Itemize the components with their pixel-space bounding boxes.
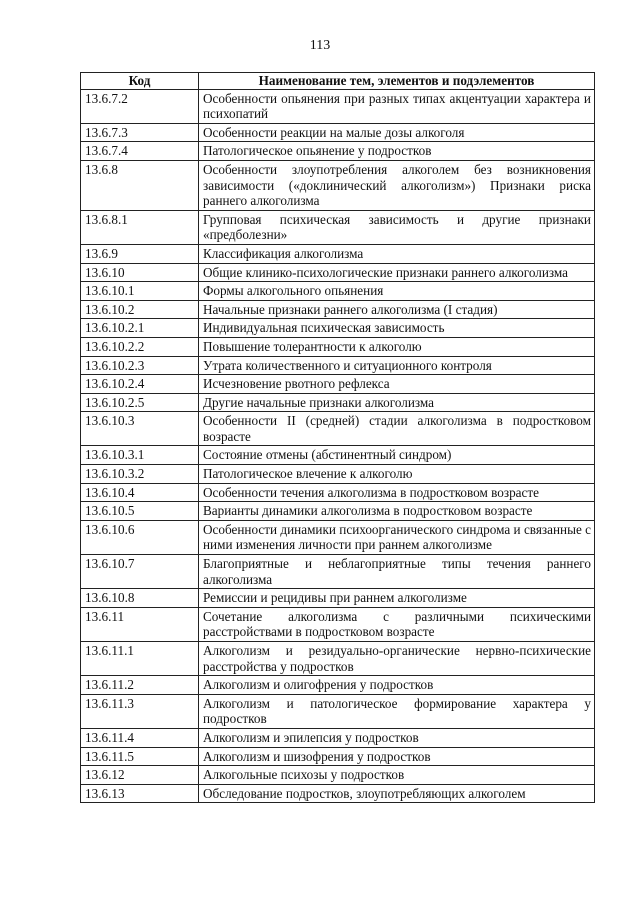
table-row bbox=[81, 263, 595, 282]
row-code: 13.6.10.8 bbox=[81, 589, 199, 608]
table-row bbox=[81, 766, 595, 785]
row-code: 13.6.10.7 bbox=[81, 555, 199, 589]
row-name: Другие начальные признаки алкоголизма bbox=[199, 393, 595, 412]
table-row bbox=[81, 412, 595, 446]
table-row bbox=[81, 607, 595, 641]
table-row bbox=[81, 123, 595, 142]
row-code: 13.6.10.5 bbox=[81, 502, 199, 521]
table-row bbox=[81, 520, 595, 554]
table-row bbox=[81, 89, 595, 123]
row-name: Ремиссии и рецидивы при раннем алкоголизме bbox=[199, 589, 595, 608]
row-code: 13.6.10.3.1 bbox=[81, 446, 199, 465]
row-name: Варианты динамики алкоголизма в подростковом возрасте bbox=[199, 502, 595, 521]
row-code: 13.6.11.3 bbox=[81, 694, 199, 728]
header-code: Код bbox=[81, 73, 199, 90]
row-code: 13.6.10.2.3 bbox=[81, 356, 199, 375]
row-name: Алкоголизм и резидуально-органические нервно-психические расстройства у подростков bbox=[199, 642, 595, 676]
row-name: Обследование подростков, злоупотребляющих алкоголем bbox=[199, 784, 595, 803]
row-code: 13.6.11.4 bbox=[81, 728, 199, 747]
row-name: Особенности опьянения при разных типах акцентуации характера и психопатий bbox=[199, 89, 595, 123]
table-row bbox=[81, 337, 595, 356]
row-name: Формы алкогольного опьянения bbox=[199, 282, 595, 301]
table-row bbox=[81, 589, 595, 608]
row-name: Общие клинико-психологические признаки раннего алкоголизма bbox=[199, 263, 595, 282]
row-code: 13.6.10.2.1 bbox=[81, 319, 199, 338]
row-name: Алкоголизм и шизофрения у подростков bbox=[199, 747, 595, 766]
table-row bbox=[81, 210, 595, 244]
row-name: Исчезновение рвотного рефлекса bbox=[199, 375, 595, 394]
table-row bbox=[81, 356, 595, 375]
table-header-row bbox=[81, 73, 595, 90]
table-row bbox=[81, 465, 595, 484]
table-body bbox=[81, 89, 595, 803]
row-name: Особенности течения алкоголизма в подростковом возрасте bbox=[199, 483, 595, 502]
row-name: Алкоголизм и патологическое формирование характера у подростков bbox=[199, 694, 595, 728]
row-name: Состояние отмены (абстинентный синдром) bbox=[199, 446, 595, 465]
row-code: 13.6.10.2.5 bbox=[81, 393, 199, 412]
row-name: Алкогольные психозы у подростков bbox=[199, 766, 595, 785]
topics-table bbox=[80, 72, 595, 803]
row-code: 13.6.11.5 bbox=[81, 747, 199, 766]
row-name: Особенности злоупотребления алкоголем без возникновения зависимости («доклинический алкоголизм») Признаки риска раннего алкоголизма bbox=[199, 160, 595, 210]
row-name: Алкоголизм и олигофрения у подростков bbox=[199, 676, 595, 695]
table-row bbox=[81, 784, 595, 803]
row-name: Алкоголизм и эпилепсия у подростков bbox=[199, 728, 595, 747]
row-code: 13.6.11.1 bbox=[81, 642, 199, 676]
table-row bbox=[81, 728, 595, 747]
row-code: 13.6.8.1 bbox=[81, 210, 199, 244]
page-number: 113 bbox=[309, 38, 331, 53]
table-row bbox=[81, 282, 595, 301]
row-code: 13.6.10.6 bbox=[81, 520, 199, 554]
row-code: 13.6.10.2 bbox=[81, 300, 199, 319]
row-code: 13.6.8 bbox=[81, 160, 199, 210]
table-row bbox=[81, 375, 595, 394]
table-row bbox=[81, 446, 595, 465]
row-code: 13.6.12 bbox=[81, 766, 199, 785]
row-code: 13.6.10.1 bbox=[81, 282, 199, 301]
table-row bbox=[81, 319, 595, 338]
table-row bbox=[81, 483, 595, 502]
row-name: Особенности динамики психоорганического синдрома и связанные с ними изменения личности при раннем алкоголизме bbox=[199, 520, 595, 554]
table-row bbox=[81, 502, 595, 521]
row-name: Благоприятные и неблагоприятные типы течения раннего алкоголизма bbox=[199, 555, 595, 589]
row-name: Начальные признаки раннего алкоголизма (I стадия) bbox=[199, 300, 595, 319]
row-code: 13.6.11 bbox=[81, 607, 199, 641]
row-code: 13.6.10.3.2 bbox=[81, 465, 199, 484]
row-name: Особенности реакции на малые дозы алкоголя bbox=[199, 123, 595, 142]
row-name: Индивидуальная психическая зависимость bbox=[199, 319, 595, 338]
row-code: 13.6.9 bbox=[81, 244, 199, 263]
row-code: 13.6.10 bbox=[81, 263, 199, 282]
table-row bbox=[81, 555, 595, 589]
row-name: Утрата количественного и ситуационного контроля bbox=[199, 356, 595, 375]
row-code: 13.6.7.3 bbox=[81, 123, 199, 142]
table-row bbox=[81, 300, 595, 319]
row-code: 13.6.13 bbox=[81, 784, 199, 803]
row-code: 13.6.10.3 bbox=[81, 412, 199, 446]
row-name: Групповая психическая зависимость и другие признаки «предболезни» bbox=[199, 210, 595, 244]
row-code: 13.6.10.2.4 bbox=[81, 375, 199, 394]
table-row bbox=[81, 642, 595, 676]
table-row bbox=[81, 244, 595, 263]
table-row bbox=[81, 676, 595, 695]
table-row bbox=[81, 747, 595, 766]
row-name: Особенности II (средней) стадии алкоголизма в подростковом возрасте bbox=[199, 412, 595, 446]
table-row bbox=[81, 694, 595, 728]
row-code: 13.6.10.2.2 bbox=[81, 337, 199, 356]
row-name: Патологическое опьянение у подростков bbox=[199, 142, 595, 161]
row-code: 13.6.7.4 bbox=[81, 142, 199, 161]
row-name: Сочетание алкоголизма с различными психическими расстройствами в подростковом возрасте bbox=[199, 607, 595, 641]
row-name: Классификация алкоголизма bbox=[199, 244, 595, 263]
row-code: 13.6.11.2 bbox=[81, 676, 199, 695]
table-row bbox=[81, 393, 595, 412]
header-name: Наименование тем, элементов и подэлементов bbox=[199, 73, 595, 90]
table-row bbox=[81, 160, 595, 210]
row-code: 13.6.7.2 bbox=[81, 89, 199, 123]
row-name: Повышение толерантности к алкоголю bbox=[199, 337, 595, 356]
row-name: Патологическое влечение к алкоголю bbox=[199, 465, 595, 484]
row-code: 13.6.10.4 bbox=[81, 483, 199, 502]
table-row bbox=[81, 142, 595, 161]
